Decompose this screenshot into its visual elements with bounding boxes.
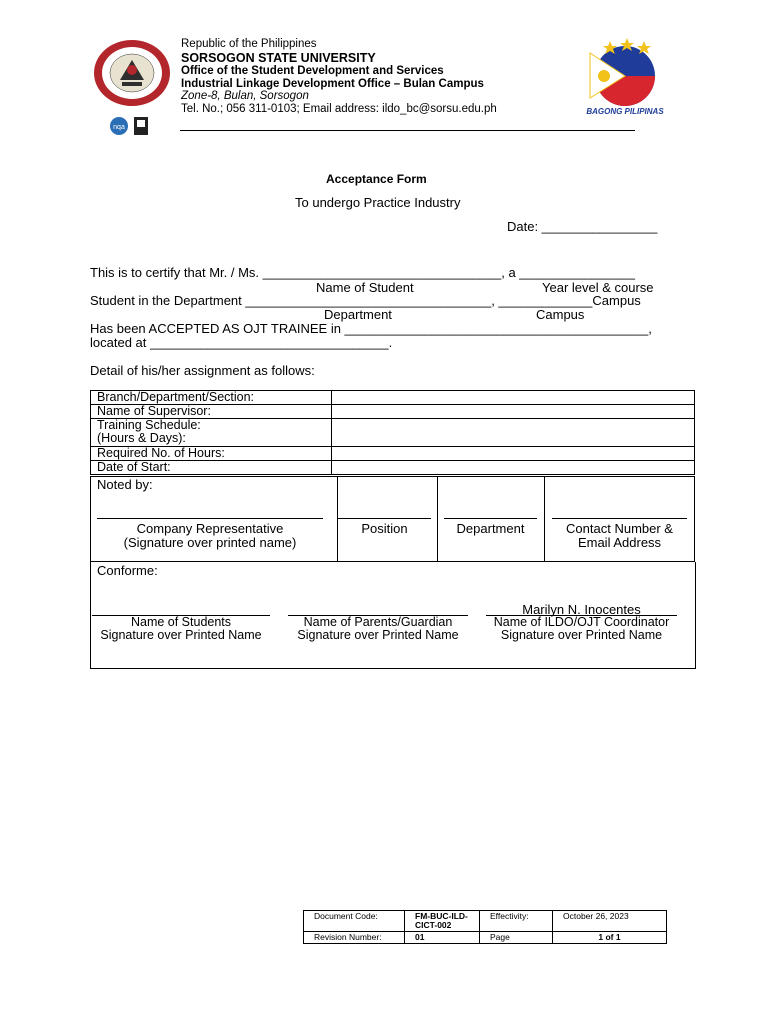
row-value-supervisor[interactable] <box>332 405 695 419</box>
row-value-required-hours[interactable] <box>332 447 695 461</box>
row-label-required-hours: Required No. of Hours: <box>91 447 332 461</box>
contact-signature-line[interactable] <box>552 518 687 519</box>
label-year-course: Year level & course <box>542 280 654 295</box>
nqa-certification-logo <box>110 117 152 135</box>
company-rep-signature-line[interactable] <box>97 518 323 519</box>
coordinator-title-label: Name of ILDO/OJT Coordinator <box>493 615 670 629</box>
doc-code-value <box>405 911 480 932</box>
student-name-label: Name of Students <box>130 615 232 629</box>
coordinator-sig-sub-label: Signature over Printed Name <box>500 628 663 642</box>
company-rep-sub-label: (Signature over printed name) <box>123 535 297 550</box>
conforme-label: Conforme: <box>97 563 158 578</box>
row-label-date-start: Date of Start: <box>91 461 332 475</box>
bagong-pilipinas-logo <box>580 38 670 118</box>
noted-by-label: Noted by: <box>97 477 153 492</box>
department-line[interactable]: Student in the Department __________________________________, _____________Campus <box>90 293 641 308</box>
company-rep-label: Company Representative <box>136 521 284 536</box>
header-office-ildo: Industrial Linkage Development Office – Bulan Campus <box>181 78 484 90</box>
doc-code-value-line2: CICT-002 <box>415 920 452 930</box>
revision-label: Revision Number: <box>304 932 405 944</box>
located-line[interactable]: located at _________________________________. <box>90 335 393 350</box>
page-value: 1 of 1 <box>553 932 667 944</box>
document-control-table <box>303 910 667 944</box>
certify-line[interactable]: This is to certify that Mr. / Ms. _________________________________, a ________________ <box>90 265 635 280</box>
row-value-date-start[interactable] <box>332 461 695 475</box>
training-schedule-label: Training Schedule: <box>97 418 201 432</box>
svg-text:nqa: nqa <box>113 124 125 131</box>
label-campus: Campus <box>536 307 585 322</box>
row-value-branch[interactable] <box>332 391 695 405</box>
header-divider <box>180 130 635 131</box>
effectivity-value: October 26, 2023 <box>553 911 667 932</box>
contact-label: Contact Number & <box>566 521 673 536</box>
header-country: Republic of the Philippines <box>181 38 317 50</box>
label-department: Department <box>324 307 392 322</box>
student-sig-sub-label: Signature over Printed Name <box>100 628 262 642</box>
university-seal-logo <box>92 38 172 108</box>
form-subtitle: To undergo Practice Industry <box>295 195 461 210</box>
header-address: Zone-8, Bulan, Sorsogon <box>181 90 309 102</box>
hours-days-label: (Hours & Days): <box>97 431 186 445</box>
date-field[interactable]: Date: ________________ <box>507 219 658 234</box>
row-label-training-schedule <box>91 419 332 447</box>
department-label: Department <box>456 521 525 536</box>
department-signature-line[interactable] <box>444 518 537 519</box>
page-label: Page <box>480 932 553 944</box>
label-name-student: Name of Student <box>316 280 414 295</box>
form-title: Acceptance Form <box>326 172 427 186</box>
row-label-supervisor: Name of Supervisor: <box>91 405 332 419</box>
coordinator-name: Marilyn N. Inocentes <box>522 602 641 617</box>
header-contact: Tel. No.; 056 311-0103; Email address: ildo_bc@sorsu.edu.ph <box>181 103 497 115</box>
doc-code-label: Document Code: <box>304 911 405 932</box>
header-university: SORSOGON STATE UNIVERSITY <box>181 51 376 65</box>
contact-sub-label: Email Address <box>577 535 662 550</box>
assignment-detail-table <box>90 390 695 475</box>
row-label-branch: Branch/Department/Section: <box>91 391 332 405</box>
parent-sig-sub-label: Signature over Printed Name <box>297 628 459 642</box>
detail-intro: Detail of his/her assignment as follows: <box>90 363 315 378</box>
revision-value: 01 <box>405 932 480 944</box>
bagong-pilipinas-text: BAGONG PILIPINAS <box>586 107 664 116</box>
header-office-sds: Office of the Student Development and Services <box>181 65 444 77</box>
effectivity-label: Effectivity: <box>480 911 553 932</box>
parent-name-label: Name of Parents/Guardian <box>303 615 453 629</box>
doc-code-value-line1: FM-BUC-ILD- <box>415 911 468 921</box>
accepted-line[interactable]: Has been ACCEPTED AS OJT TRAINEE in __________________________________________, <box>90 321 652 336</box>
row-value-training-schedule[interactable] <box>332 419 695 447</box>
position-label: Position <box>361 521 408 536</box>
position-signature-line[interactable] <box>338 518 431 519</box>
